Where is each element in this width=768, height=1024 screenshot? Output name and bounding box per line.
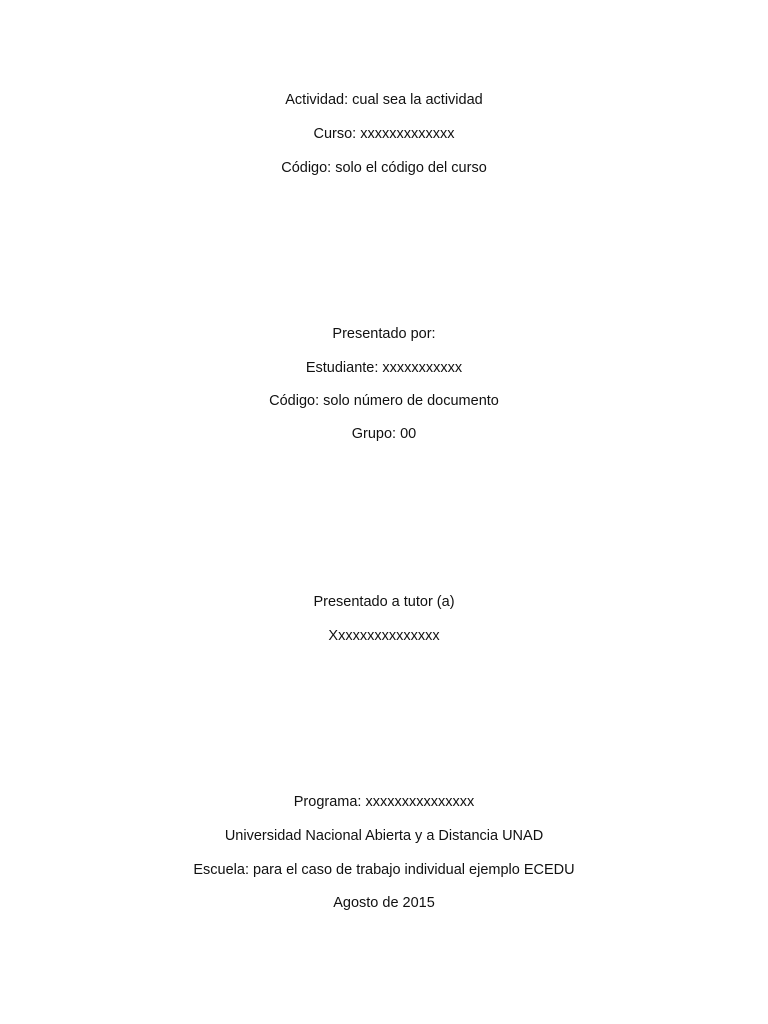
course-line: Curso: xxxxxxxxxxxxx bbox=[313, 126, 455, 142]
university-line: Universidad Nacional Abierta y a Distancia UNAD bbox=[224, 828, 544, 844]
presented-by-label: Presentado por: bbox=[332, 326, 436, 342]
student-line: Estudiante: xxxxxxxxxxx bbox=[305, 360, 463, 376]
tutor-label: Presentado a tutor (a) bbox=[313, 594, 455, 610]
activity-line: Actividad: cual sea la actividad bbox=[285, 92, 483, 108]
tutor-name: Xxxxxxxxxxxxxxx bbox=[328, 628, 440, 644]
group-line: Grupo: 00 bbox=[351, 426, 417, 442]
date-line: Agosto de 2015 bbox=[333, 895, 435, 911]
program-line: Programa: xxxxxxxxxxxxxxx bbox=[293, 794, 475, 810]
course-code-line: Código: solo el código del curso bbox=[281, 160, 487, 176]
document-code-line: Código: solo número de documento bbox=[269, 393, 499, 409]
school-line: Escuela: para el caso de trabajo individual ejemplo ECEDU bbox=[193, 862, 575, 878]
